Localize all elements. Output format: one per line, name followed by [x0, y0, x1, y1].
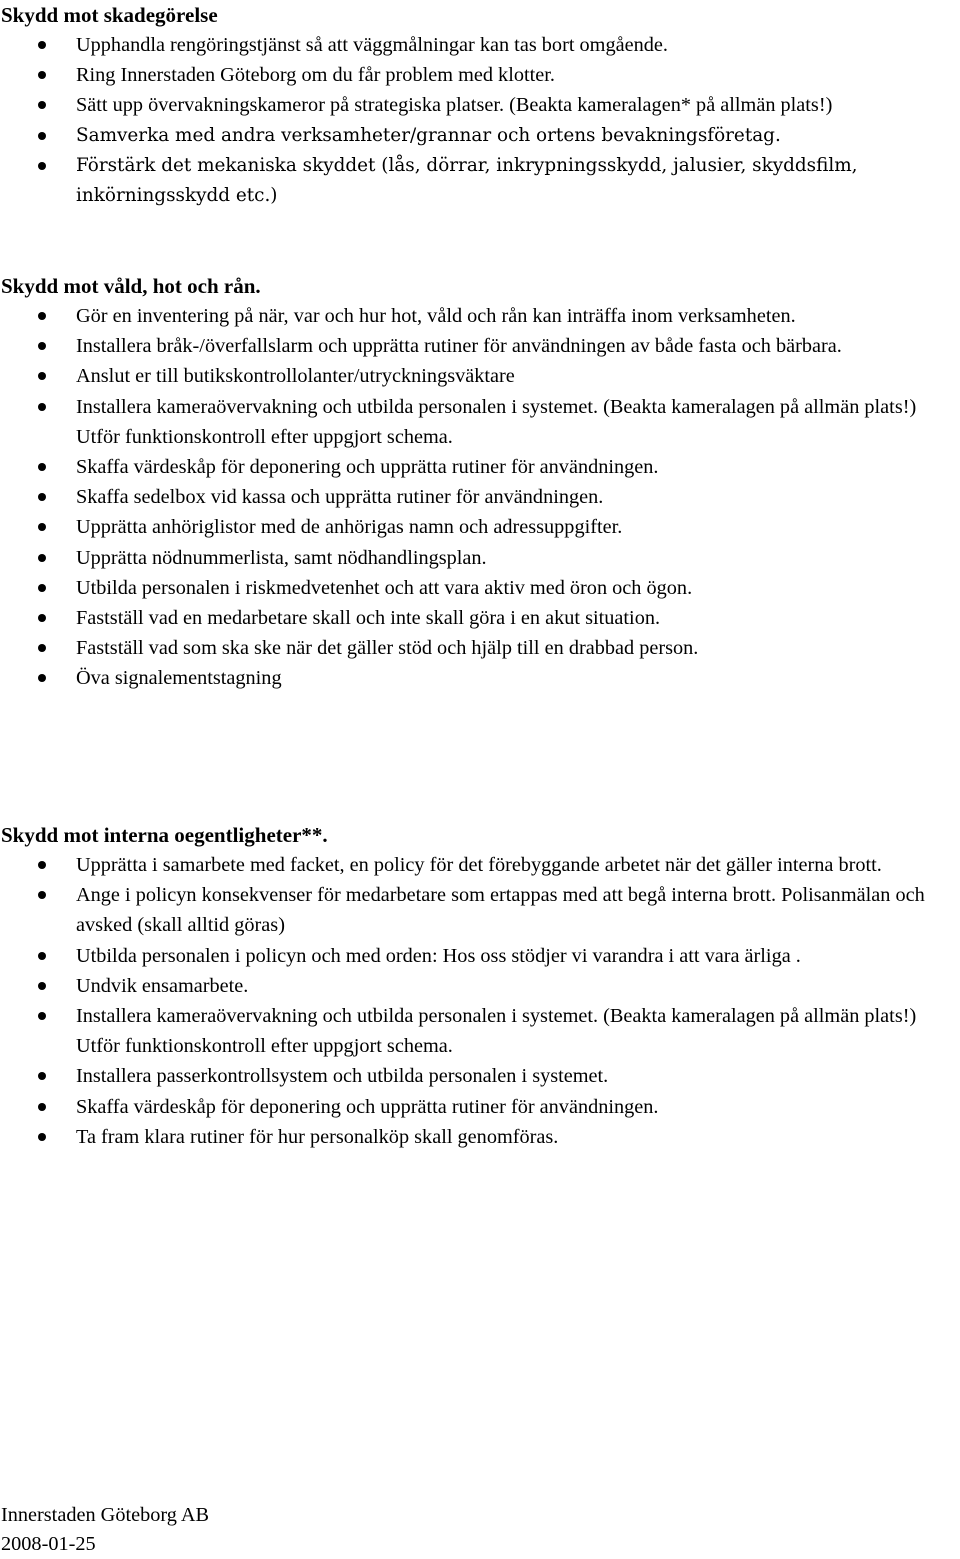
list-item-text: Ring Innerstaden Göteborg om du får problem med klotter. [76, 64, 555, 87]
bullet-icon [38, 891, 46, 899]
bullet-icon [38, 1012, 46, 1020]
list-item-text: Installera kameraövervakning och utbilda personalen i systemet. (Beakta kameralagen på allmän plats!) Utför funktionskontroll efter uppgjort schema. [76, 395, 917, 448]
footer-company: Innerstaden Göteborg AB [1, 1504, 210, 1526]
list-item-text: Skaffa värdeskåp för deponering och upprätta rutiner för användningen. [76, 1095, 659, 1118]
list-item-text: Utbilda personalen i policyn och med orden: Hos oss stödjer vi varandra i att vara ärliga . [76, 944, 801, 967]
list-item [0, 512, 960, 542]
bullet-icon [38, 463, 46, 471]
bullet-icon [38, 403, 46, 411]
list-item [0, 361, 960, 391]
section-internal-irregularities [0, 820, 960, 1152]
list-item [0, 60, 960, 90]
page-footer [0, 1501, 209, 1559]
list-item [0, 543, 960, 573]
bullet-icon [38, 982, 46, 990]
list-item-text: Öva signalementstagning [76, 667, 282, 690]
list-item [0, 1061, 960, 1091]
list-item-text: Upprätta anhöriglistor med de anhörigas namn och adressuppgifter. [76, 516, 623, 539]
list-item [0, 850, 960, 880]
list-item [0, 90, 960, 120]
bullet-list [0, 30, 960, 211]
list-item-text: Skaffa värdeskåp för deponering och upprätta rutiner för användningen. [76, 456, 659, 479]
bullet-icon [38, 162, 46, 170]
list-item-text: Upphandla rengöringstjänst så att väggmålningar kan tas bort omgående. [76, 34, 668, 56]
list-item-text: Installera kameraövervakning och utbilda personalen i systemet. (Beakta kameralagen på allmän plats!) Utför funktionskontroll efter uppgjort schema. [76, 1005, 917, 1058]
list-item-text: Undvik ensamarbete. [76, 974, 249, 997]
list-item [0, 392, 960, 452]
list-item [0, 121, 960, 151]
list-item [0, 1122, 960, 1152]
list-item [0, 603, 960, 633]
section-violence-threats-robbery [0, 271, 960, 694]
list-item-text: Fastställ vad en medarbetare skall och inte skall göra i en akut situation. [76, 607, 661, 630]
list-item-text: Sätt upp övervakningskameror på strategiska platser. (Beakta kameralagen* på allmän plats!) [76, 94, 833, 117]
bullet-icon [38, 372, 46, 380]
bullet-list [0, 301, 960, 694]
bullet-icon [38, 71, 46, 79]
section-heading: Skydd mot interna oegentligheter**. [1, 823, 328, 847]
list-item-text: Installera passerkontrollsystem och utbilda personalen i systemet. [76, 1065, 609, 1088]
bullet-icon [38, 312, 46, 320]
bullet-icon [38, 1133, 46, 1141]
list-item-text: Upprätta nödnummerlista, samt nödhandlingsplan. [76, 546, 487, 569]
bullet-icon [38, 342, 46, 350]
list-item [0, 880, 960, 940]
bullet-icon [38, 101, 46, 109]
list-item-text: Installera bråk-/överfallslarm och upprätta rutiner för användningen av både fasta och bärbara. [76, 335, 842, 358]
section-heading: Skydd mot skadegörelse [1, 3, 218, 27]
list-item [0, 151, 960, 211]
list-item [0, 573, 960, 603]
list-item [0, 1092, 960, 1122]
list-item [0, 663, 960, 693]
list-item-text: Förstärk det mekaniska skyddet (lås, dörrar, inkrypningsskydd, jalusier, skyddsfilm, inkörningsskydd etc.) [76, 154, 858, 207]
footer-date: 2008-01-25 [1, 1533, 96, 1555]
list-item [0, 633, 960, 663]
bullet-icon [38, 861, 46, 869]
bullet-icon [38, 614, 46, 622]
list-item [0, 1001, 960, 1061]
list-item-text: Upprätta i samarbete med facket, en policy för det förebyggande arbetet när det gäller interna brott. [76, 854, 882, 876]
list-item-text: Samverka med andra verksamheter/grannar och ortens bevakningsföretag. [76, 124, 781, 146]
bullet-icon [38, 584, 46, 592]
list-item [0, 482, 960, 512]
bullet-list [0, 850, 960, 1152]
bullet-icon [38, 1072, 46, 1080]
bullet-icon [38, 674, 46, 682]
list-item [0, 331, 960, 361]
list-item [0, 941, 960, 971]
section-vandalism [0, 0, 960, 211]
bullet-icon [38, 132, 46, 140]
bullet-icon [38, 523, 46, 531]
bullet-icon [38, 493, 46, 501]
bullet-icon [38, 644, 46, 652]
list-item-text: Gör en inventering på när, var och hur hot, våld och rån kan inträffa inom verksamheten. [76, 305, 796, 327]
list-item-text: Anslut er till butikskontrollolanter/utryckningsväktare [76, 365, 515, 388]
bullet-icon [38, 41, 46, 49]
list-item-text: Ange i policyn konsekvenser för medarbetare som ertappas med att begå interna brott. Polisanmälan och avsked (skall alltid göras) [76, 884, 925, 937]
bullet-icon [38, 554, 46, 562]
list-item [0, 301, 960, 331]
bullet-icon [38, 1103, 46, 1111]
section-heading: Skydd mot våld, hot och rån. [1, 274, 261, 298]
list-item [0, 971, 960, 1001]
bullet-icon [38, 952, 46, 960]
list-item-text: Utbilda personalen i riskmedvetenhet och att vara aktiv med öron och ögon. [76, 576, 693, 599]
list-item [0, 452, 960, 482]
list-item [0, 30, 960, 60]
list-item-text: Ta fram klara rutiner för hur personalköp skall genomföras. [76, 1125, 559, 1148]
list-item-text: Skaffa sedelbox vid kassa och upprätta rutiner för användningen. [76, 486, 604, 509]
list-item-text: Fastställ vad som ska ske när det gäller stöd och hjälp till en drabbad person. [76, 637, 699, 660]
